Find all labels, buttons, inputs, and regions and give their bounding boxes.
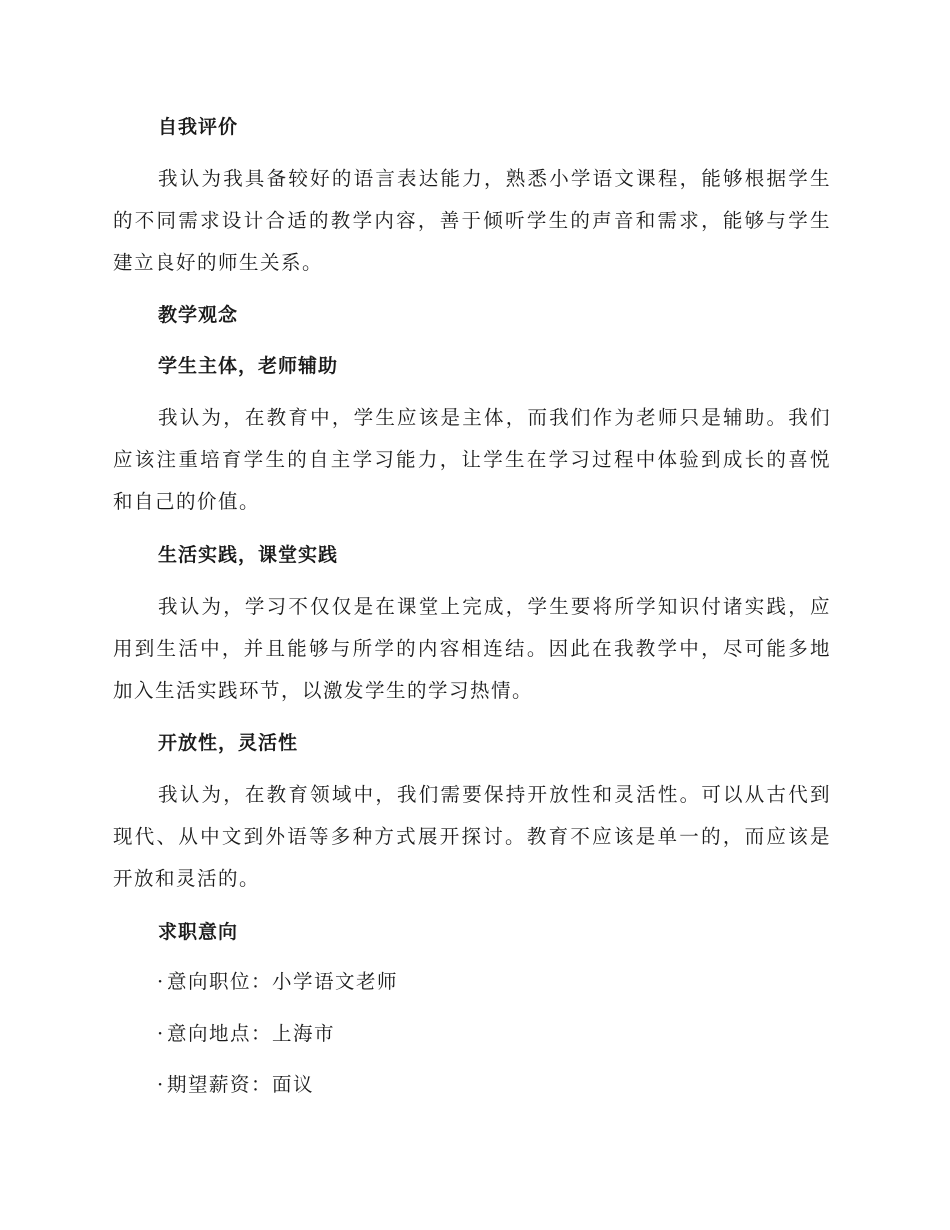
bullet-dot: · [157,1073,165,1096]
paragraph-line: 现代、从中文到外语等多种方式展开探讨。教育不应该是单一的，而应该是 [113,825,831,848]
self-evaluation-paragraph [113,158,831,284]
paragraph-line: 我认为，在教育领域中，我们需要保持开放性和灵活性。可以从古代到 [158,783,831,806]
job-intention-item-position [157,970,398,994]
section-heading-self-evaluation: 自我评价 [158,116,239,138]
paragraph-line: 应该注重培育学生的自主学习能力，让学生在学习过程中体验到成长的喜悦 [113,448,831,471]
openness-paragraph [113,774,831,900]
job-intention-text: 期望薪资：面议 [167,1073,315,1096]
paragraph-line: 我认为我具备较好的语言表达能力，熟悉小学语文课程，能够根据学生 [158,167,831,190]
paragraph-line: 的不同需求设计合适的教学内容，善于倾听学生的声音和需求，能够与学生 [113,209,831,232]
subheading-practice: 生活实践，课堂实践 [158,544,339,566]
section-heading-teaching-philosophy: 教学观念 [158,304,239,326]
paragraph-line: 建立良好的师生关系。 [113,251,324,274]
student-centered-paragraph [113,397,831,523]
job-intention-item-salary [157,1073,314,1097]
job-intention-text: 意向职位：小学语文老师 [167,970,399,993]
paragraph-line: 开放和灵活的。 [113,867,261,890]
subheading-openness: 开放性，灵活性 [158,732,299,754]
job-intention-item-location [157,1022,335,1046]
bullet-dot: · [157,1022,165,1045]
paragraph-line: 我认为，在教育中，学生应该是主体，而我们作为老师只是辅助。我们 [158,406,831,429]
job-intention-text: 意向地点：上海市 [167,1022,336,1045]
paragraph-line: 和自己的价值。 [113,490,261,513]
bullet-dot: · [157,970,165,993]
section-heading-job-intention: 求职意向 [158,921,239,943]
paragraph-line: 加入生活实践环节，以激发学生的学习热情。 [113,679,534,702]
paragraph-line: 用到生活中，并且能够与所学的内容相连结。因此在我教学中，尽可能多地 [113,637,831,660]
subheading-student-centered: 学生主体，老师辅助 [158,355,339,377]
paragraph-line: 我认为，学习不仅仅是在课堂上完成，学生要将所学知识付诸实践，应 [158,595,831,618]
practice-paragraph [113,586,831,712]
